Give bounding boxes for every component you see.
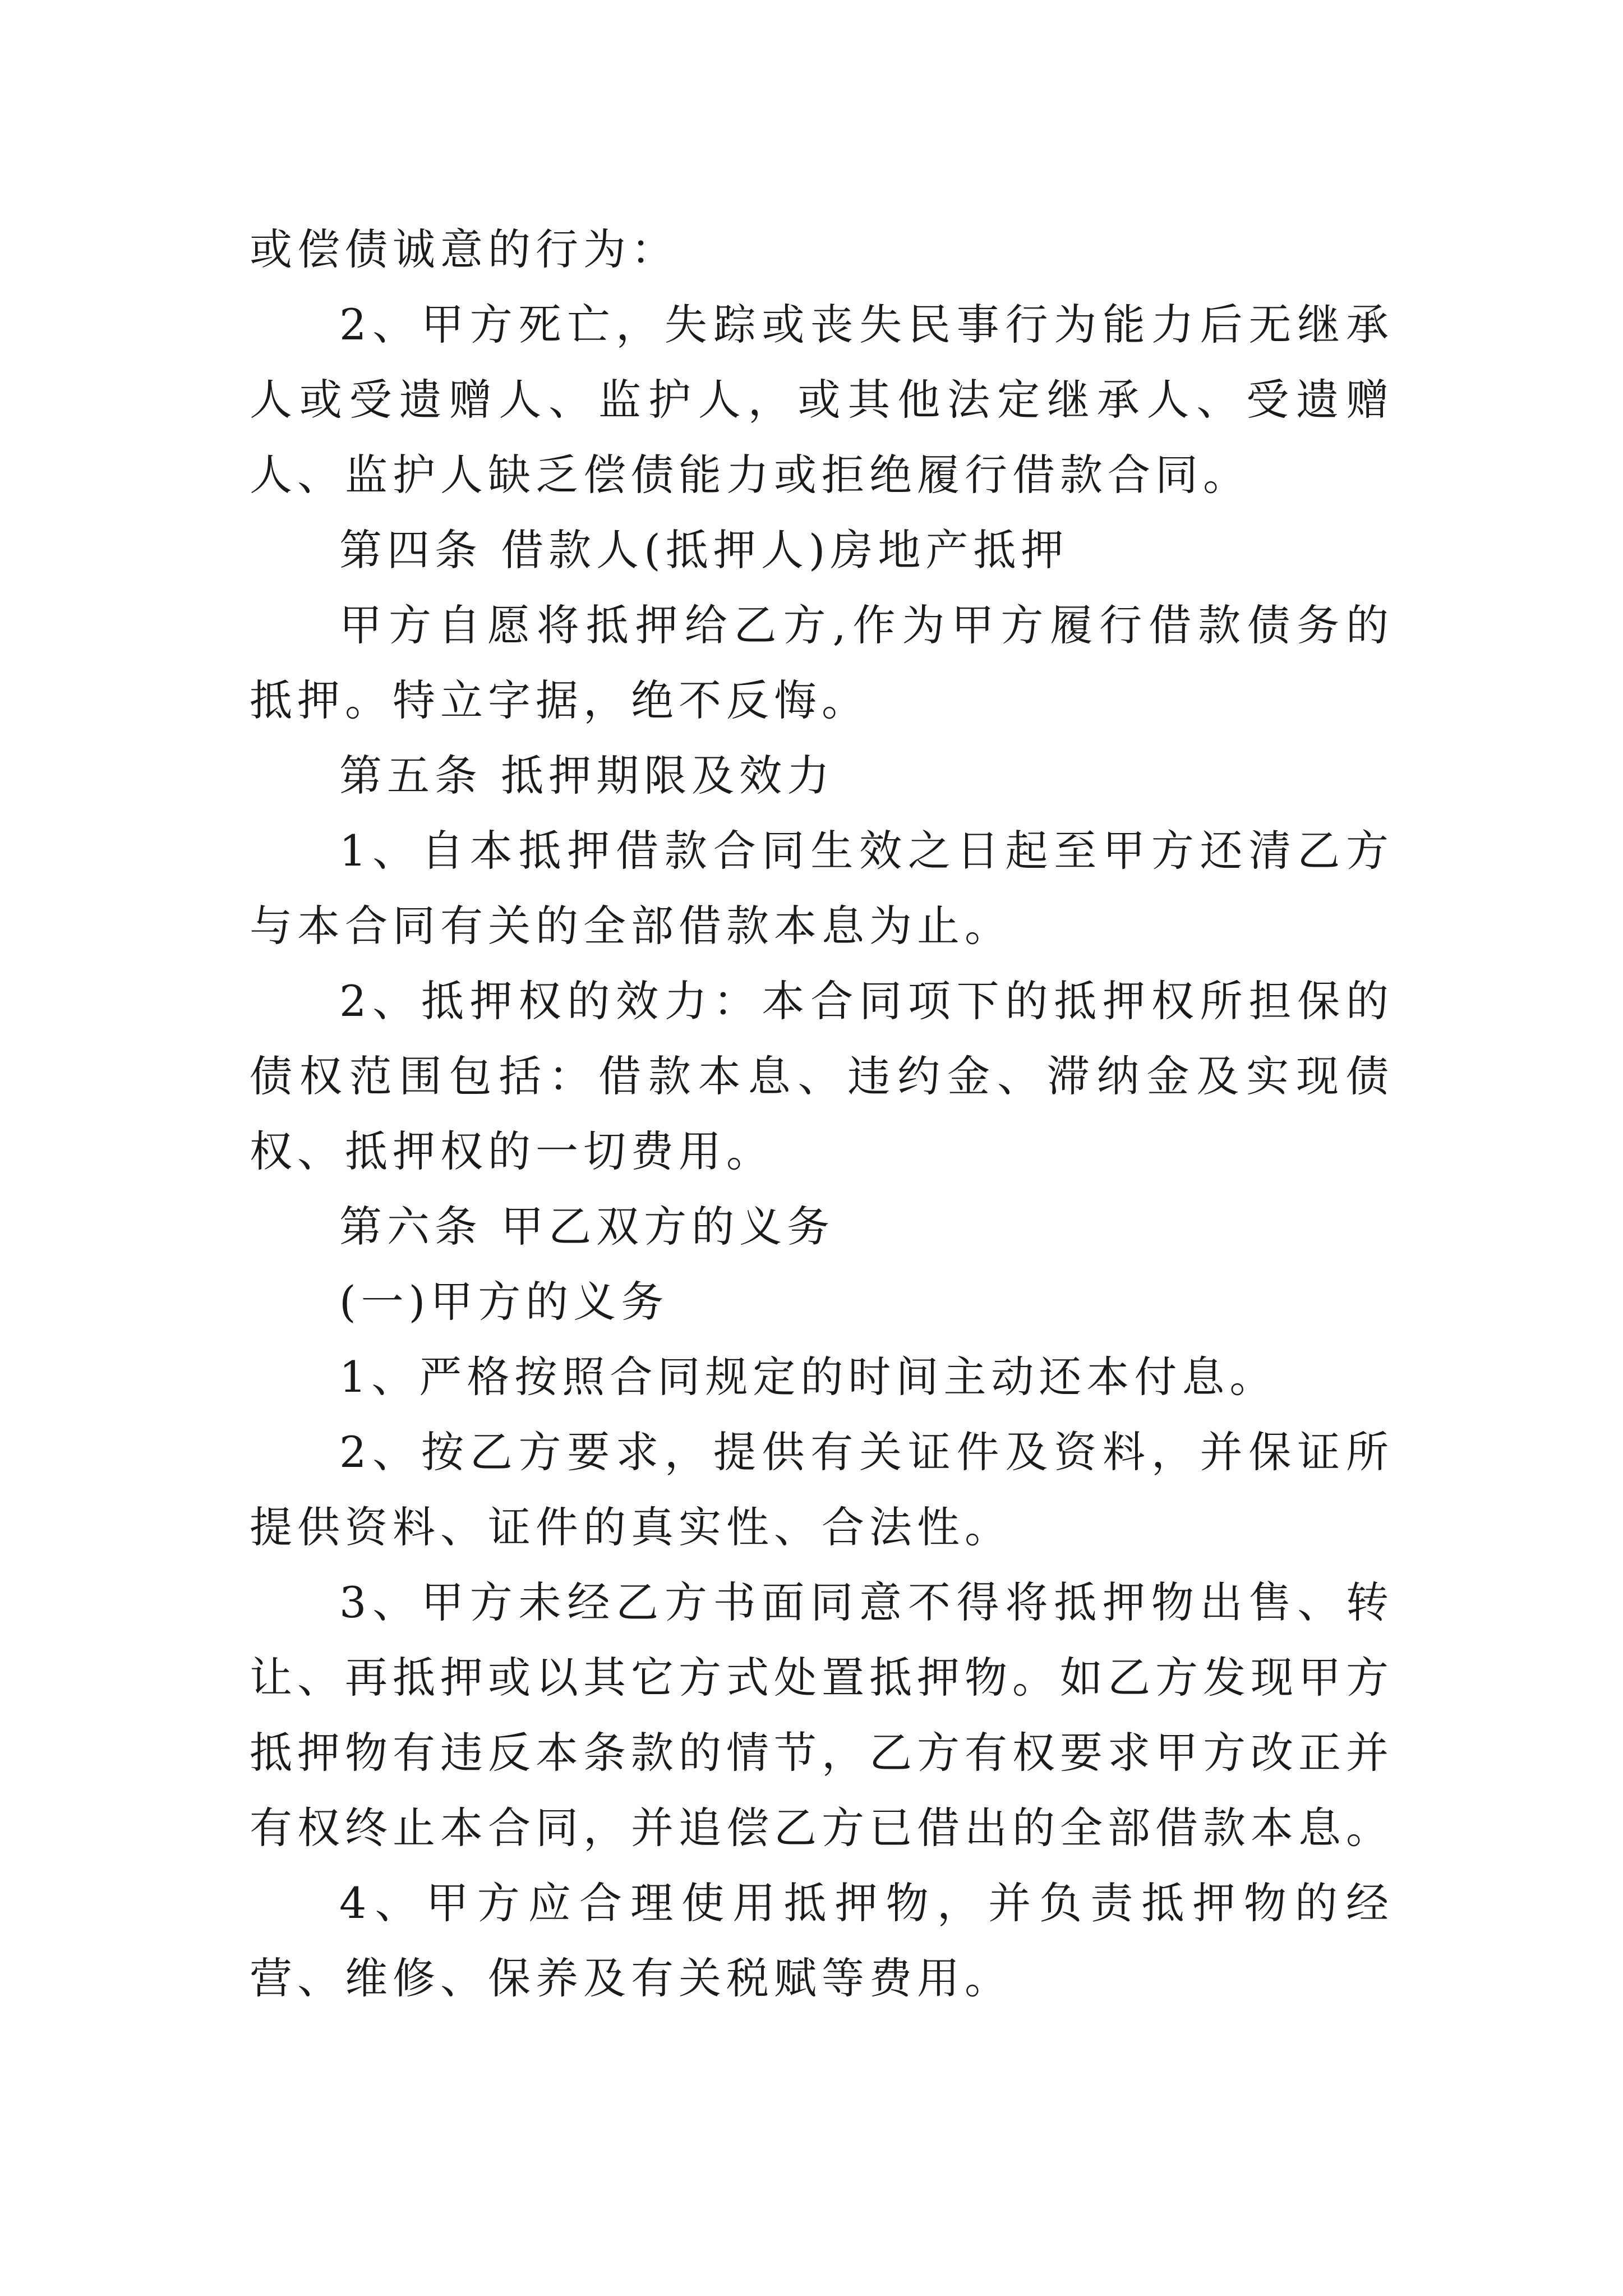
- paragraph-article-6-4: 4、甲方应合理使用抵押物，并负责抵押物的经营、维修、保养及有关税赋等费用。: [250, 1878, 1394, 2003]
- subsection-party-a-obligations: (一)甲方的义务: [339, 1277, 669, 1327]
- article-4-heading: 第四条 借款人(抵押人)房地产抵押: [339, 525, 1069, 575]
- paragraph-article-5-1: 1、自本抵押借款合同生效之日起至甲方还清乙方与本合同有关的全部借款本息为止。: [250, 826, 1394, 951]
- paragraph-article-4-body: 甲方自愿将抵押给乙方,作为甲方履行借款债务的抵押。特立字据，绝不反悔。: [250, 600, 1394, 725]
- document-body: [250, 212, 1394, 2016]
- paragraph-continuation: 或偿债诚意的行为：: [250, 224, 679, 274]
- paragraph-article-6-3: 3、甲方未经乙方书面同意不得将抵押物出售、转让、再抵押或以其它方式处置抵押物。如乙方发现甲方抵押物有违反本条款的情节，乙方有权要求甲方改正并有权终止本合同，并追偿乙方已借出的全部借款本息。: [250, 1577, 1394, 1853]
- paragraph-article-6-1: 1、严格按照合同规定的时间主动还本付息。: [339, 1352, 1278, 1402]
- paragraph-article-5-2: 2、抵押权的效力：本合同项下的抵押权所担保的债权范围包括：借款本息、违约金、滞纳金及实现债权、抵押权的一切费用。: [250, 976, 1394, 1176]
- paragraph-clause-3-2: 2、甲方死亡，失踪或丧失民事行为能力后无继承人或受遗赠人、监护人，或其他法定继承人、受遗赠人、监护人缺乏偿债能力或拒绝履行借款合同。: [250, 300, 1394, 500]
- article-5-heading: 第五条 抵押期限及效力: [339, 751, 835, 800]
- article-6-heading: 第六条 甲乙双方的义务: [339, 1202, 835, 1251]
- paragraph-article-6-2: 2、按乙方要求，提供有关证件及资料，并保证所提供资料、证件的真实性、合法性。: [250, 1427, 1394, 1552]
